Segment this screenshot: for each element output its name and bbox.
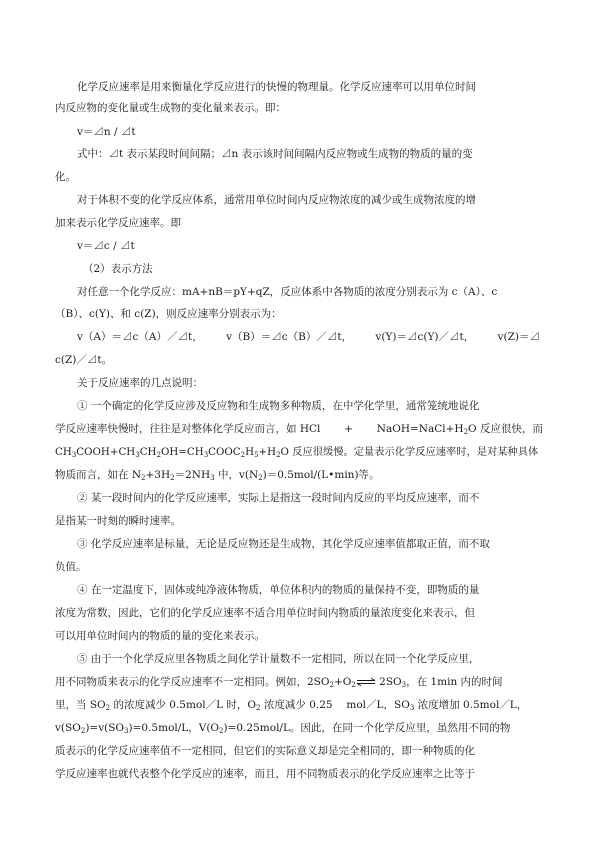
subscript: 3 xyxy=(71,451,77,459)
subscript: 2 xyxy=(141,474,146,482)
formula-part: H xyxy=(245,446,255,458)
paragraph-line: 对于体积不变的化学反应体系，通常用单位时间内反应物浓度的减少或生成物浓度的增 xyxy=(77,194,476,206)
note-1-line xyxy=(55,421,543,437)
formula-part: ，在 1min 内的时间 xyxy=(406,676,503,688)
subscript: 3 xyxy=(409,704,415,712)
subscript: 5 xyxy=(254,451,259,459)
formula-part: 中，v(N xyxy=(214,469,259,481)
formula-part: COOH+CH xyxy=(76,446,136,458)
subscript: 2 xyxy=(105,704,111,712)
formula-part: +O xyxy=(333,676,352,688)
note-1-line xyxy=(55,444,545,460)
subscript: 2 xyxy=(256,704,261,712)
plus-sign: + xyxy=(344,423,353,435)
subscript: 2 xyxy=(258,474,263,482)
paragraph-line: c(Z)／⊿t。 xyxy=(55,354,113,366)
subscript: 2 xyxy=(219,727,224,735)
paragraph-line: 化。 xyxy=(55,171,76,183)
formula-part: +3H xyxy=(145,469,171,481)
text-segment: 学反应速率快慢时，往往是对整体化学反应而言，如 HCl xyxy=(55,423,321,435)
formula-part: O 反应很缓慢。定量表示化学反应速率时，是对某种具体 xyxy=(280,446,539,458)
formula-part: COOC xyxy=(208,446,241,458)
rate-formula-z: v(Z)＝⊿ xyxy=(497,331,540,343)
note-5-line xyxy=(55,674,545,690)
formula-part: 物质而言，如在 N xyxy=(55,469,142,481)
section-heading: （2）表示方法 xyxy=(83,263,153,275)
subscript: 3 xyxy=(135,451,140,459)
subscript: 2 xyxy=(156,451,161,459)
rate-formulas-line xyxy=(77,329,540,345)
subscript: 3 xyxy=(203,451,209,459)
note-3-line: 负值。 xyxy=(55,561,87,573)
formula-part: CH xyxy=(55,446,72,458)
formula-part: OH=CH xyxy=(160,446,204,458)
formula-part: 用不同物质来表示的化学反应速率不一定相同。例如，2SO xyxy=(55,676,330,688)
note-5-line xyxy=(55,697,545,713)
formula-part: 里，当 SO xyxy=(55,699,106,711)
subscript: 3 xyxy=(124,727,129,735)
subscript: 2 xyxy=(329,681,334,689)
subscript: 3 xyxy=(210,474,215,482)
note-5-line: ⑤ 由于一个化学反应里各物质之间化学计量数不一定相同，所以在同一个化学反应里， xyxy=(77,653,480,665)
subscript: 2 xyxy=(170,474,175,482)
subscript: 2 xyxy=(463,428,469,436)
rate-formula-b: v（B）＝⊿c（B）／⊿t， xyxy=(226,331,353,343)
subscript: 2 xyxy=(276,451,281,459)
formula-part: )＝0.5mol/(L•min)等。 xyxy=(262,469,380,481)
paragraph-line: 对任意一个化学反应：mA+nB＝pY+qZ，反应体系中各物质的浓度分别表示为 c（A）、c xyxy=(77,286,498,298)
formula-part: v(SO xyxy=(55,722,81,734)
formula-part: 的浓度减少 0.5mol／L 时，O xyxy=(110,699,257,711)
note-5-line xyxy=(55,720,545,736)
formula-part: CH xyxy=(139,446,157,458)
formula-part: O 反应很快，而 xyxy=(468,423,543,435)
paragraph-line: 式中：⊿t 表示某段时间间隔；⊿n 表示该时间间隔内反应物或生成物的物质的量的变 xyxy=(77,148,473,160)
formula-part: 浓度增加 0.5mol／L， xyxy=(414,699,528,711)
rate-formula-y: v(Y)＝⊿c(Y)／⊿t， xyxy=(375,331,475,343)
formula-part: )=v(SO xyxy=(85,722,125,734)
note-1-line xyxy=(55,467,545,483)
paragraph-line: 内反应物的变化量或生成物的变化量来表示。即： xyxy=(55,102,286,114)
note-4-line: ④ 在一定温度下，固体或纯净液体物质，单位体积内的物质的量保持不变，即物质的量 xyxy=(77,584,480,596)
formula-part: )=0.25mol/L。因此，在同一个化学反应里，虽然用不同的物 xyxy=(223,722,511,734)
paragraph-line: 加来表示化学反应速率。即 xyxy=(55,217,181,229)
formula-part: )=0.5mol/L，V(O xyxy=(128,722,220,734)
notes-intro: 关于反应速率的几点说明： xyxy=(77,377,203,389)
formula-part: 2SO xyxy=(375,676,402,688)
paragraph-line: （B）、c(Y)、和 c(Z)，则反应速率分别表示为： xyxy=(55,308,282,320)
note-2-line: 是指某一时刻的瞬时速率。 xyxy=(55,515,181,527)
subscript: 2 xyxy=(351,681,356,689)
equilibrium-arrow-icon xyxy=(356,678,376,686)
note-3-line: ③ 化学反应速率是标量，无论是反应物还是生成物，其化学反应速率值都取正值，而不取 xyxy=(77,538,490,550)
subscript: 2 xyxy=(240,451,246,459)
formula: v＝⊿c / ⊿t xyxy=(77,240,135,252)
rate-formula-a: v（A）＝⊿c（A）／⊿t， xyxy=(77,331,203,343)
subscript: 3 xyxy=(401,681,407,689)
note-4-line: 浓度为常数，因此，它们的化学反应速率不适合用单位时间内物质的量浓度变化来表示，但 xyxy=(55,607,475,619)
subscript: 2 xyxy=(80,727,86,735)
equation xyxy=(377,421,543,437)
formula-part: ＝2NH xyxy=(174,469,211,481)
paragraph-line: 化学反应速率是用来衡量化学反应进行的快慢的物理量。化学反应速率可以用单位时间 xyxy=(77,81,476,93)
note-5-line: 质表示的化学反应速率值不一定相同，但它们的实际意义却是完全相同的，即一种物质的化 xyxy=(55,745,475,757)
formula-part: +H xyxy=(258,446,277,458)
formula-part: 浓度减少 0.25 mol／L，SO xyxy=(260,699,410,711)
note-4-line: 可以用单位时间内的物质的量的变化来表示。 xyxy=(55,630,265,642)
note-2-line: ② 某一段时间内的化学反应速率，实际上是指这一段时间内反应的平均反应速率，而不 xyxy=(77,492,480,504)
formula: v＝⊿n / ⊿t xyxy=(77,126,136,138)
formula-part: NaOH=NaCl+H xyxy=(376,423,464,435)
note-1-line: ① 一个确定的化学反应涉及反应物和生成物多种物质，在中学化学里，通常笼统地说化 xyxy=(77,400,480,412)
note-5-line: 学反应速率也就代表整个化学反应的速率，而且，用不同物质表示的化学反应速率之比等于 xyxy=(55,768,475,780)
